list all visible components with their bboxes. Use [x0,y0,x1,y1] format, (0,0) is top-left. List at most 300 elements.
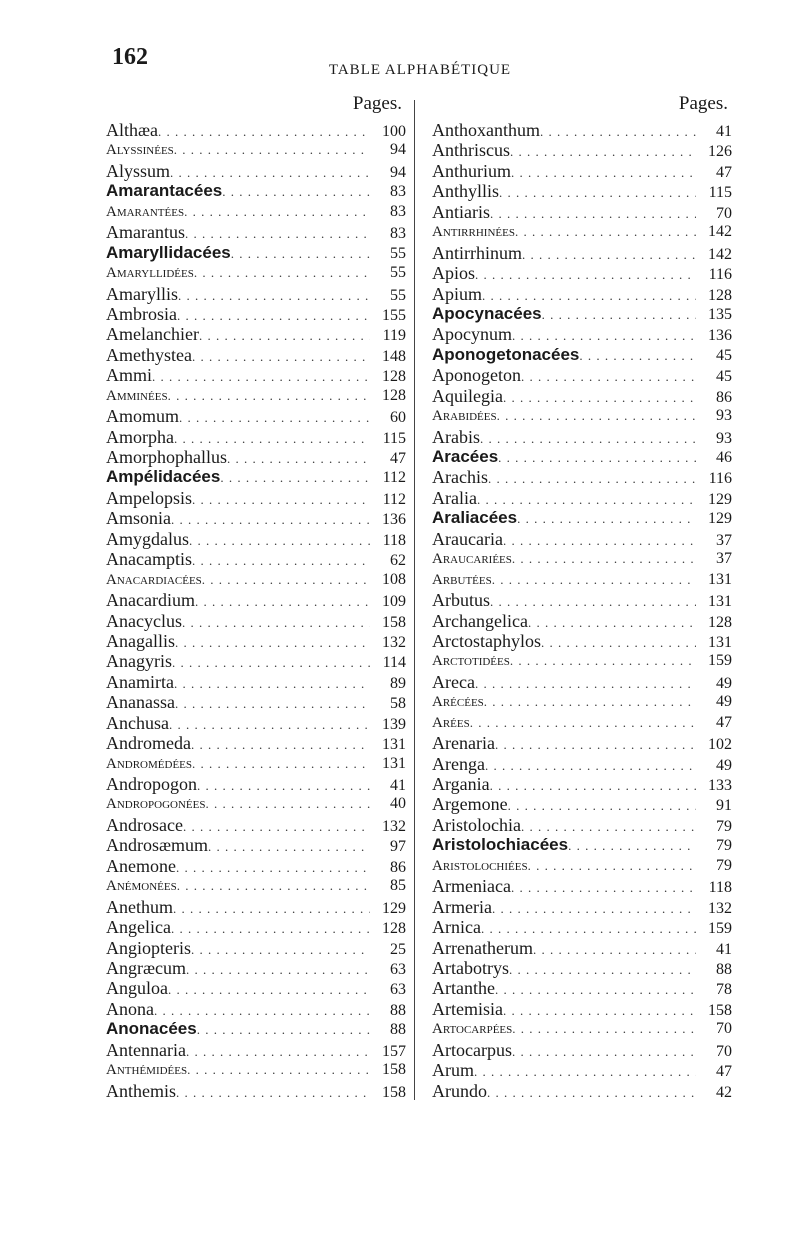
index-entry [432,1060,732,1080]
dot-leader [512,549,696,569]
entry-page-number: 94 [390,163,406,181]
entry-page-number: 132 [382,817,406,835]
entry-page-number: 128 [708,286,732,304]
entry-page-number: 158 [382,1061,406,1079]
index-entry [106,406,406,426]
entry-page-number: 131 [382,736,406,754]
dot-leader [178,286,370,306]
index-entry [106,876,406,896]
dot-leader [177,306,370,326]
entry-term: Angiopteris [106,937,191,958]
entry-page-number: 93 [716,429,732,447]
dot-leader [503,1001,696,1021]
running-title: TABLE ALPHABÉTIQUE [328,62,512,78]
entry-term: Amaryllis [106,283,178,304]
dot-leader [168,386,370,406]
dot-leader [503,531,696,551]
dot-leader [522,245,696,265]
entry-page-number: 79 [716,856,732,874]
dot-leader [192,551,370,571]
entry-term: Arées [432,714,470,731]
dot-leader [174,674,370,694]
dot-leader [481,919,696,939]
index-entry [432,692,732,712]
dot-leader [533,940,696,960]
index-entry [432,835,732,855]
dot-leader [508,796,696,816]
dot-leader [227,449,370,469]
entry-term: Aristolochiacées [432,835,569,855]
entry-page-number: 102 [708,736,732,754]
dot-leader [182,613,370,633]
dot-leader [498,448,696,468]
entry-page-number: 128 [382,368,406,386]
index-entry [106,570,406,590]
entry-term: Alyssinées [106,142,174,159]
entry-page-number: 49 [716,756,732,774]
entry-page-number: 97 [390,838,406,856]
entry-term: Andromeda [106,733,191,754]
entry-page-number: 133 [708,777,732,794]
entry-page-number: 131 [382,754,406,772]
dot-leader [175,694,370,714]
entry-page-number: 37 [716,531,732,549]
index-entry [106,590,406,610]
dot-leader [490,776,696,796]
index-entry [106,611,406,631]
entry-term: Althæa [106,120,158,140]
dot-leader [202,570,370,590]
index-entry [106,754,406,774]
entry-page-number: 136 [708,327,732,345]
entry-term: Antennaria [106,1039,186,1060]
entry-page-number: 108 [382,570,406,588]
entry-page-number: 88 [716,960,732,978]
index-entry [432,365,732,385]
entry-term: Arabis [432,426,480,447]
entry-term: Arabidées [432,408,497,425]
entry-page-number: 58 [390,695,406,713]
entry-term: Aponogetonacées [432,344,580,364]
index-entry [432,222,732,242]
column-divider [414,100,415,1100]
dot-leader [497,406,696,426]
entry-term: Anthemis [106,1080,176,1101]
dot-leader [475,674,696,694]
entry-page-number: 40 [390,795,406,813]
entry-term: Anemone [106,855,176,876]
dot-leader [186,960,370,980]
entry-term: Anagyris [106,651,172,672]
entry-term: Arachis [432,467,488,488]
dot-leader [222,182,370,202]
entry-page-number: 47 [716,163,732,181]
index-entry [106,202,406,222]
dot-leader [171,510,370,530]
entry-page-number: 131 [708,593,732,611]
entry-term: Amaryllidées [106,265,194,282]
dot-leader [192,347,370,367]
dot-leader [208,837,370,857]
entry-page-number: 46 [716,449,732,466]
entry-term: Ammi [106,365,153,386]
entry-term: Anthoxanthum [432,120,540,140]
entry-term: Araliacées [432,508,518,528]
entry-term: Andropogonées [106,796,206,813]
index-entry [432,161,732,181]
entry-term: Anthurium [432,160,511,181]
entry-page-number: 129 [382,899,406,917]
entry-term: Anona [106,998,154,1019]
dot-leader [540,122,696,142]
dot-leader [168,980,370,1000]
index-entry [432,181,732,201]
dot-leader [174,429,370,449]
entry-term: Artocarpées [432,1021,513,1038]
index-entry [432,917,732,937]
index-entry [106,549,406,569]
entry-page-number: 47 [716,1063,732,1081]
entry-page-number: 88 [390,1001,406,1019]
entry-term: Argania [432,774,490,794]
entry-page-number: 129 [708,510,732,528]
entry-page-number: 85 [390,877,406,895]
index-entry [432,611,732,631]
index-entry [106,365,406,385]
index-entry [432,345,732,365]
index-entry [106,508,406,528]
dot-leader [184,202,370,222]
entry-term: Arundo [432,1080,487,1101]
entry-term: Anacamptis [106,549,192,570]
dot-leader [579,346,696,366]
entry-page-number: 132 [382,633,406,651]
index-entry [432,570,732,590]
entry-term: Ampélidacées [106,467,221,487]
entry-term: Aracées [432,447,499,466]
index-entry [106,856,406,876]
index-entry [106,386,406,406]
entry-page-number: 47 [390,450,406,467]
index-entry [432,529,732,549]
entry-page-number: 86 [390,858,406,876]
entry-page-number: 70 [716,204,732,222]
index-entry [432,754,732,774]
index-entry [432,427,732,447]
index-entry [106,1060,406,1080]
index-entry [106,835,406,855]
pages-heading: Pages. [678,93,728,114]
index-entry [106,815,406,835]
index-entry [106,324,406,344]
entry-page-number: 55 [390,244,406,262]
dot-leader [475,265,696,285]
entry-page-number: 88 [390,1021,406,1039]
index-entry [432,324,732,344]
entry-term: Arum [432,1060,474,1081]
index-entry [432,263,732,283]
index-entry [106,243,406,263]
entry-page-number: 41 [390,777,406,794]
index-entry [432,978,732,998]
index-entry [432,488,732,508]
dot-leader [528,856,696,876]
index-entry [432,447,732,467]
entry-page-number: 63 [390,960,406,978]
index-entry [106,140,406,160]
dot-leader [492,570,696,590]
index-entry [106,794,406,814]
index-entry [432,406,732,426]
entry-page-number: 116 [708,470,732,488]
dot-leader [495,735,696,755]
entry-page-number: 100 [382,123,406,140]
entry-page-number: 132 [708,899,732,917]
entry-page-number: 55 [390,264,406,282]
entry-term: Anacardium [106,590,195,611]
entry-term: Arrenatherum [432,937,533,958]
dot-leader [477,490,696,510]
entry-term: Arctotidées [432,653,510,670]
entry-term: Artanthe [432,978,495,999]
entry-page-number: 93 [716,407,732,425]
pages-heading: Pages. [352,93,402,114]
entry-term: Anémonées [106,878,177,895]
index-entry [106,447,406,467]
dot-leader [482,286,696,306]
entry-page-number: 70 [716,1042,732,1060]
index-entry [106,713,406,733]
dot-leader [492,899,696,919]
index-entry [432,140,732,160]
entry-page-number: 60 [390,409,406,427]
entry-page-number: 148 [382,347,406,365]
entry-term: Artocarpus [432,1039,512,1060]
dot-leader [185,224,370,244]
dot-leader [470,713,696,733]
dot-leader [488,469,696,489]
index-entry [106,917,406,937]
entry-page-number: 45 [716,368,732,386]
entry-term: Anethum [106,896,173,917]
dot-leader [199,326,370,346]
dot-leader [542,305,696,325]
entry-term: Amygdalus [106,528,189,549]
entry-term: Amomum [106,406,180,427]
index-entry [106,488,406,508]
dot-leader [512,326,696,346]
entry-page-number: 158 [382,1083,406,1101]
dot-leader [568,836,696,856]
entry-page-number: 94 [390,141,406,159]
dot-leader [485,756,696,776]
index-entry [432,590,732,610]
dot-leader [521,367,696,387]
entry-term: Arnica [432,917,481,938]
index-entry [432,774,732,794]
dot-leader [205,794,370,814]
dot-leader [158,122,370,142]
entry-term: Androsæmum [106,835,209,856]
dot-leader [512,1042,696,1062]
entry-term: Anacardiacées [106,571,202,588]
dot-leader [171,919,370,939]
index-entry [432,202,732,222]
entry-term: Arbutées [432,571,492,588]
entry-page-number: 25 [390,940,406,958]
dot-leader [511,878,696,898]
entry-term: Apocynacées [432,303,542,323]
index-entry [106,672,406,692]
entry-term: Ambrosia [106,303,177,324]
dot-leader [511,163,696,183]
entry-term: Anthémidées [106,1062,188,1079]
entry-page-number: 126 [708,143,732,161]
index-entry [432,631,732,651]
entry-term: Araucaria [432,528,503,549]
entry-term: Aquilegia [432,385,503,406]
dot-leader [183,817,370,837]
dot-leader [512,1019,696,1039]
index-entry [432,794,732,814]
index-entry [432,938,732,958]
index-entry [106,529,406,549]
index-entry [106,161,406,181]
entry-term: Amethystea [106,344,192,365]
dot-leader [195,592,370,612]
dot-leader [186,1042,370,1062]
index-entry [432,856,732,876]
entry-page-number: 91 [716,797,732,815]
index-entry [106,304,406,324]
index-entry [432,467,732,487]
index-entry [106,978,406,998]
entry-term: Anthriscus [432,140,510,161]
entry-term: Aponogeton [432,365,521,386]
dot-leader [177,876,370,896]
dot-leader [174,140,370,160]
entry-page-number: 128 [382,386,406,404]
index-entry [106,120,406,140]
index-entry [432,733,732,753]
entry-term: Areca [432,671,475,692]
entry-page-number: 159 [708,920,732,938]
index-entry [432,958,732,978]
entry-term: Armeria [432,896,492,917]
dot-leader [517,509,696,529]
entry-term: Angræcum [106,957,186,978]
entry-page-number: 49 [716,674,732,692]
entry-term: Armeniaca [432,876,511,897]
dot-leader [176,1083,370,1103]
dot-leader [189,531,370,551]
dot-leader [480,429,696,449]
index-entry [432,549,732,569]
entry-page-number: 157 [382,1042,406,1060]
dot-leader [220,468,370,488]
entry-term: Apium [432,283,483,304]
entry-page-number: 78 [716,981,732,999]
entry-term: Araucariées [432,551,512,568]
entry-page-number: 139 [382,715,406,733]
entry-term: Angelica [106,917,171,938]
entry-page-number: 49 [716,693,732,711]
index-entry [106,651,406,671]
entry-page-number: 119 [382,327,406,345]
entry-term: Arécées [432,694,484,711]
entry-term: Apios [432,263,476,284]
dot-leader [173,899,370,919]
index-entry [106,938,406,958]
entry-term: Artabotrys [432,957,509,978]
dot-leader [490,204,696,224]
entry-page-number: 41 [716,940,732,958]
index-entry [432,672,732,692]
index-entry [432,386,732,406]
entry-page-number: 83 [390,183,406,201]
entry-term: Alyssum [106,160,171,181]
entry-term: Antirrhinées [432,224,515,241]
dot-leader [179,408,370,428]
entry-term: Argemone [432,794,508,815]
index-entry [432,284,732,304]
dot-leader [197,1020,370,1040]
entry-term: Amarantées [106,203,185,220]
dot-leader [154,1001,370,1021]
dot-leader [187,1060,370,1080]
dot-leader [541,633,696,653]
index-entry [432,876,732,896]
entry-page-number: 135 [708,305,732,323]
index-entry [106,467,406,487]
entry-term: Amaryllidacées [106,242,231,262]
dot-leader [169,715,370,735]
entry-term: Androsace [106,814,183,835]
dot-leader [191,735,370,755]
entry-page-number: 118 [382,531,406,549]
index-entry [106,958,406,978]
dot-leader [176,858,370,878]
dot-leader [503,388,696,408]
entry-page-number: 142 [708,245,732,263]
entry-term: Arenaria [432,733,495,754]
entry-page-number: 128 [708,613,732,631]
dot-leader [495,980,696,1000]
entry-term: Amminées [106,387,168,404]
entry-page-number: 115 [708,184,732,202]
dot-leader [487,1083,696,1103]
entry-term: Amorphophallus [106,447,227,467]
index-entry [432,508,732,528]
entry-page-number: 118 [708,879,732,897]
index-entry [432,713,732,733]
entry-term: Aralia [432,487,477,508]
entry-list [106,120,406,1101]
entry-term: Amarantus [106,222,185,243]
entry-page-number: 62 [390,552,406,570]
dot-leader [192,490,370,510]
dot-leader [499,183,696,203]
dot-leader [528,613,696,633]
entry-term: Andropogon [106,774,197,794]
entry-term: Anguloa [106,978,168,999]
page-number: 162 [112,44,148,70]
index-entry [106,897,406,917]
entry-term: Aristolochia [432,814,521,835]
entry-term: Anacyclus [106,610,182,631]
dot-leader [515,222,696,242]
entry-page-number: 159 [708,652,732,670]
